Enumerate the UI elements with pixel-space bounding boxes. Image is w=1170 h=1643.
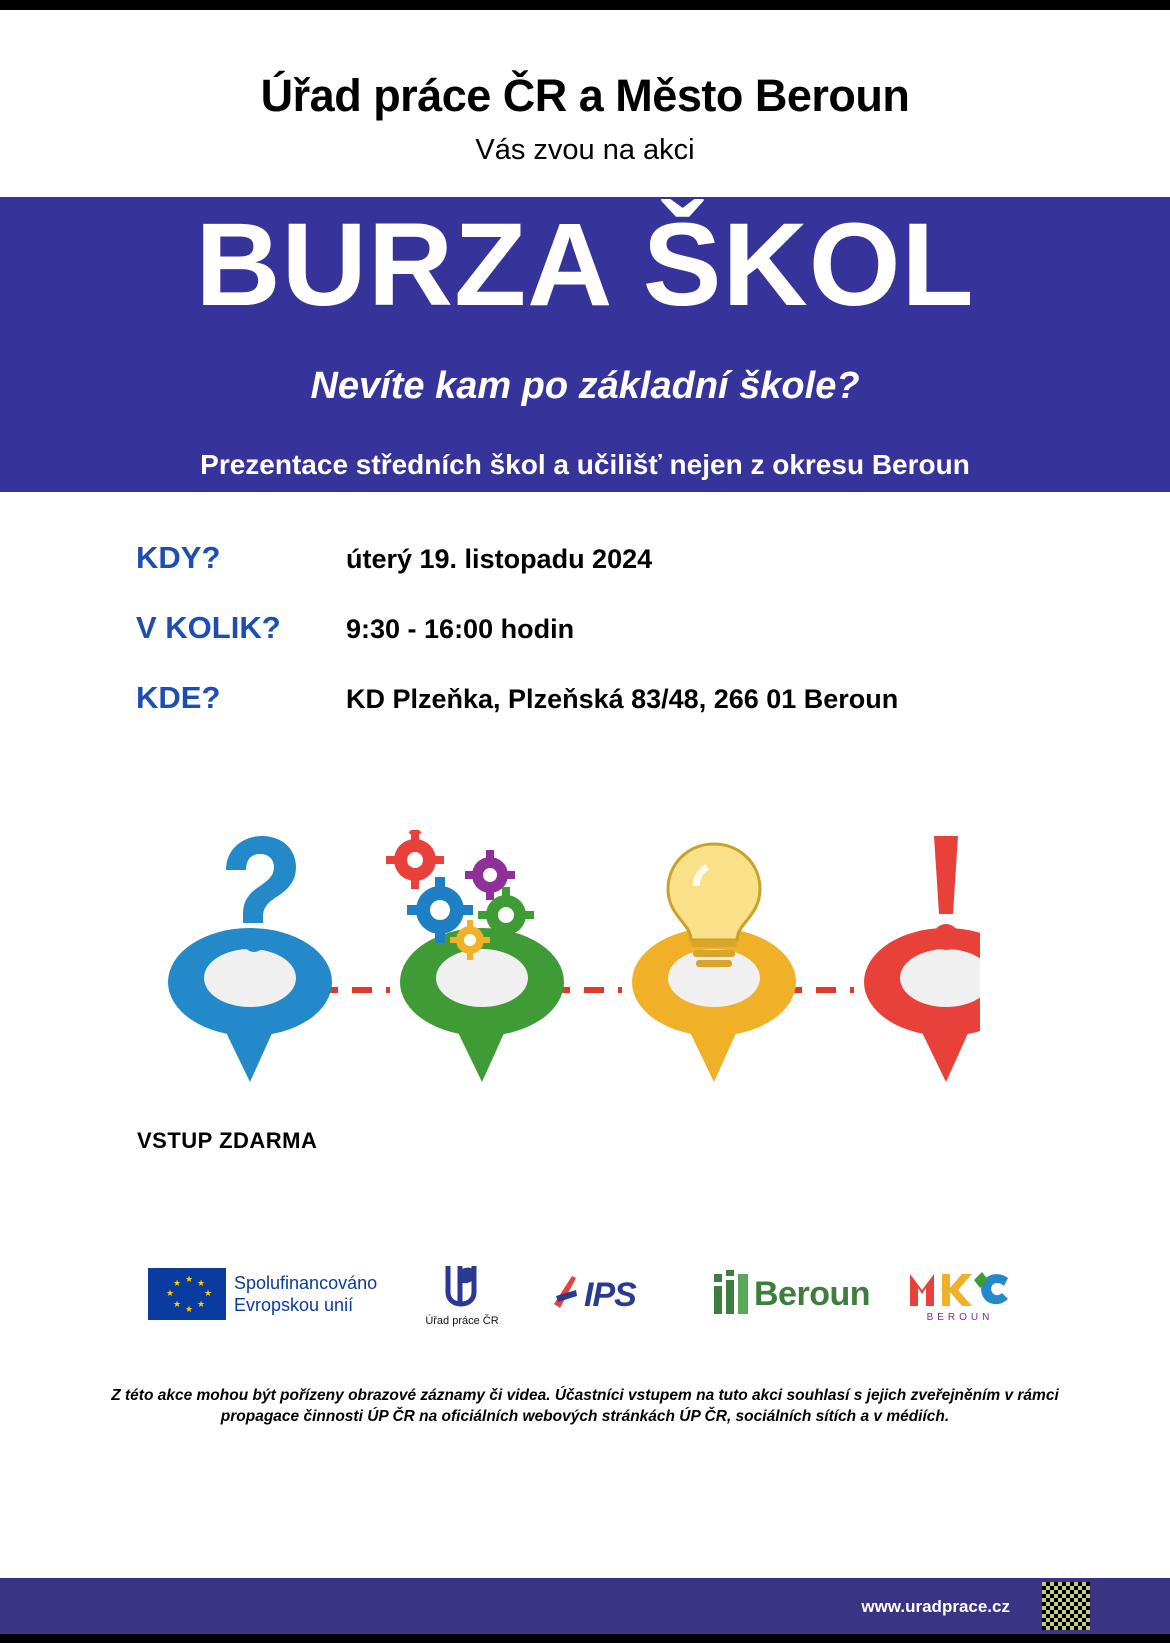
qr-code-icon[interactable] (1042, 1582, 1090, 1630)
ips-mark-icon (550, 1274, 584, 1316)
eu-logo-line2: Evropskou unií (234, 1295, 354, 1315)
decorative-graphic (150, 830, 980, 1090)
detail-row-when (136, 540, 1036, 576)
header-block (0, 72, 1170, 167)
mkc-mark-icon (908, 1270, 1012, 1310)
mkc-logo-subtitle: BEROUN (926, 1312, 994, 1323)
invitation-line: Vás zvou na akci (475, 134, 695, 167)
detail-value-time: 9:30 - 16:00 hodin (346, 614, 575, 644)
beroun-mark-icon (710, 1270, 754, 1318)
pin-red (864, 928, 980, 1082)
upcr-logo (402, 1262, 522, 1327)
organizer-title: Úřad práce ČR a Město Beroun (260, 70, 910, 121)
ips-logo-text: IPS (584, 1275, 636, 1314)
footer-website-url[interactable]: www.uradprace.cz (861, 1597, 1010, 1616)
disclaimer-text (90, 1386, 1080, 1428)
detail-row-time (136, 610, 1036, 646)
upcr-mark-icon (440, 1262, 484, 1308)
eu-flag-icon: ★ ★ ★ ★ ★ ★ ★ ★ (148, 1268, 226, 1320)
detail-row-where (136, 680, 1036, 716)
mkc-beroun-logo (900, 1270, 1020, 1323)
detail-label-time: V KOLIK? (136, 610, 281, 645)
event-question: Nevíte kam po základní škole? (310, 365, 860, 407)
beroun-logo (710, 1270, 870, 1318)
event-title: BURZA ŠKOL (195, 199, 975, 331)
disclaimer-line-1: Z této akce mohou být pořízeny obrazové záznamy či videa. Účastníci vstupem na tuto akci souhlasí s jejich zveřejněním v rámci (111, 1387, 1059, 1404)
pin-green (400, 928, 564, 1082)
free-admission-label: VSTUP ZDARMA (137, 1128, 318, 1153)
detail-value-when: úterý 19. listopadu 2024 (346, 544, 653, 574)
top-border-bar (0, 0, 1170, 10)
eu-logo-line1: Spolufinancováno (234, 1272, 378, 1293)
detail-value-where: KD Plzeňka, Plzeňská 83/48, 266 01 Beroun (346, 684, 899, 714)
ips-logo (550, 1274, 636, 1316)
event-details (136, 540, 1036, 750)
beroun-logo-text: Beroun (754, 1274, 870, 1313)
exclamation-mark-icon (933, 836, 959, 950)
bottom-border-bar (0, 1634, 1170, 1643)
detail-label-where: KDE? (136, 680, 221, 715)
disclaimer-line-2: propagace činnosti ÚP ČR na oficiálních webových stránkách ÚP ČR, sociálních sítích a v médiích. (220, 1407, 950, 1425)
eu-cofinanced-logo (148, 1268, 377, 1320)
event-presentation-note: Prezentace středních škol a učilišť nejen z okresu Beroun (200, 449, 970, 480)
logo-strip (120, 1262, 1050, 1342)
upcr-logo-caption: Úřad práce ČR (425, 1315, 499, 1327)
detail-label-when: KDY? (136, 540, 221, 575)
